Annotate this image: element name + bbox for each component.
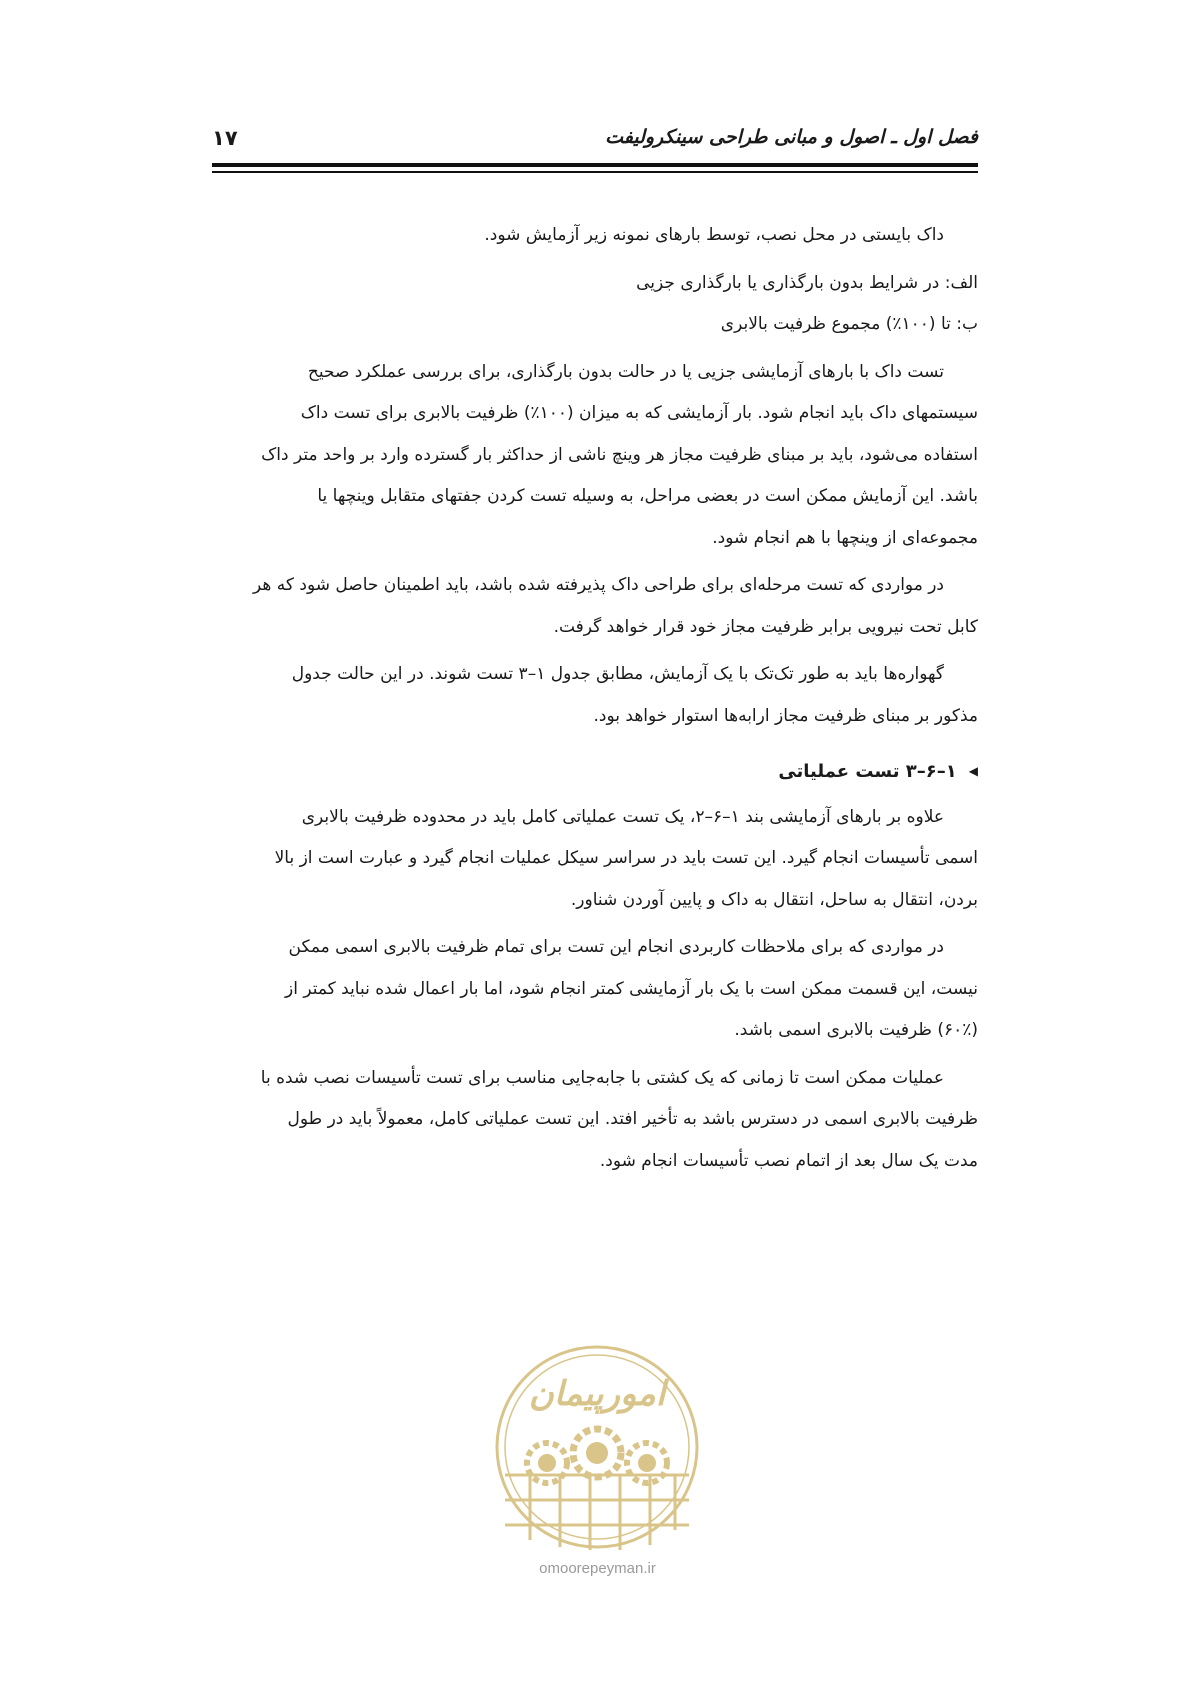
paragraph-intro — [212, 215, 978, 257]
section-heading — [212, 751, 978, 793]
paragraph-reduced-load — [212, 927, 978, 1052]
paragraph-dock-test — [212, 352, 978, 560]
text-line: بردن، انتقال به ساحل، انتقال به داک و پایین آوردن شناور. — [570, 889, 978, 910]
text-line: (۶۰٪) ظرفیت بالابری اسمی باشد. — [734, 1020, 978, 1040]
text-line: کابل تحت نیرویی برابر ظرفیت مجاز خود قرار خواهد گرفت. — [553, 616, 978, 637]
text-line: در مواردی که تست مرحله‌ای برای طراحی داک پذیرفته شده باشد، باید اطمینان حاصل شود که هر — [253, 575, 944, 595]
list-item-alef — [212, 263, 978, 305]
text-line: ب: تا (۱۰۰٪) مجموع ظرفیت بالابری — [720, 314, 978, 334]
paragraph-delay — [212, 1058, 978, 1183]
watermark-caption: omoorepeyman.ir — [539, 1560, 656, 1577]
paragraph-cradles — [212, 654, 978, 737]
logo-calligraphy: امورپیمان — [528, 1374, 666, 1414]
paragraph-operational-test — [212, 797, 978, 922]
paragraph-staged-test — [212, 565, 978, 648]
text-line: سیستمهای داک باید انجام شود. بار آزمایشی که به میزان (۱۰۰٪) ظرفیت بالابری برای تست داک — [300, 403, 978, 423]
text-line: عملیات ممکن است تا زمانی که یک کشتی با جابه‌جایی مناسب برای تست تأسیسات نصب شده با — [260, 1067, 944, 1088]
text-line: الف: در شرایط بدون بارگذاری یا بارگذاری جزیی — [636, 272, 978, 293]
logo-emblem-icon — [485, 1335, 710, 1560]
chapter-title: فصل اول ـ اصول و مبانی طراحی سینکرولیفت — [605, 126, 978, 148]
text-line: باشد. این آزمایش ممکن است در بعضی مراحل، به وسیله تست کردن جفتهای متقابل وینچها یا — [317, 486, 978, 506]
text-line: داک بایستی در محل نصب، توسط بارهای نمونه زیر آزمایش شود. — [484, 225, 944, 245]
watermark-logo — [485, 1335, 710, 1590]
list-item-be — [212, 304, 978, 346]
text-line: تست داک با بارهای آزمایشی جزیی یا در حالت بدون بارگذاری، برای بررسی عملکرد صحیح — [307, 361, 944, 382]
text-line: مذکور بر مبنای ظرفیت مجاز ارابه‌ها استوار خواهد بود. — [593, 705, 978, 726]
page-number: ۱۷ — [212, 126, 238, 150]
text-line: علاوه بر بارهای آزمایشی بند ۱–۶–۲، یک تست عملیاتی کامل باید در محدوده ظرفیت بالابری — [301, 806, 944, 827]
header-rule-thin — [212, 171, 978, 173]
text-line: گهواره‌ها باید به طور تک‌تک با یک آزمایش، مطابق جدول ۱–۳ تست شوند. در این حالت جدول — [291, 664, 944, 684]
page-header — [212, 118, 978, 158]
text-line: استفاده می‌شود، باید بر مبنای ظرفیت مجاز هر وینچ ناشی از حداکثر بار گسترده وارد بر واحد متر داک — [261, 444, 978, 465]
section-heading-text: ۱–۶–۳ تست عملیاتی — [778, 761, 957, 782]
text-line: مدت یک سال بعد از اتمام نصب تأسیسات انجام شود. — [599, 1150, 978, 1171]
header-rule-thick — [212, 163, 978, 167]
text-line: ظرفیت بالابری اسمی در دسترس باشد به تأخیر افتد. این تست عملیاتی کامل، معمولاً باید در طول — [287, 1109, 978, 1129]
body-text — [212, 215, 978, 1188]
text-line: مجموعه‌ای از وینچها با هم انجام شود. — [712, 527, 978, 548]
triangle-bullet-icon: ◀ — [968, 764, 978, 778]
text-line: اسمی تأسیسات انجام گیرد. این تست باید در سراسر سیکل عملیات انجام گیرد و عبارت است از بالا — [274, 848, 978, 868]
text-line: در مواردی که برای ملاحظات کاربردی انجام این تست برای تمام ظرفیت بالابری اسمی ممکن — [288, 937, 944, 957]
text-line: نیست، این قسمت ممکن است با یک بار آزمایشی کمتر انجام شود، اما بار اعمال شده نباید کمتر از — [284, 978, 978, 999]
